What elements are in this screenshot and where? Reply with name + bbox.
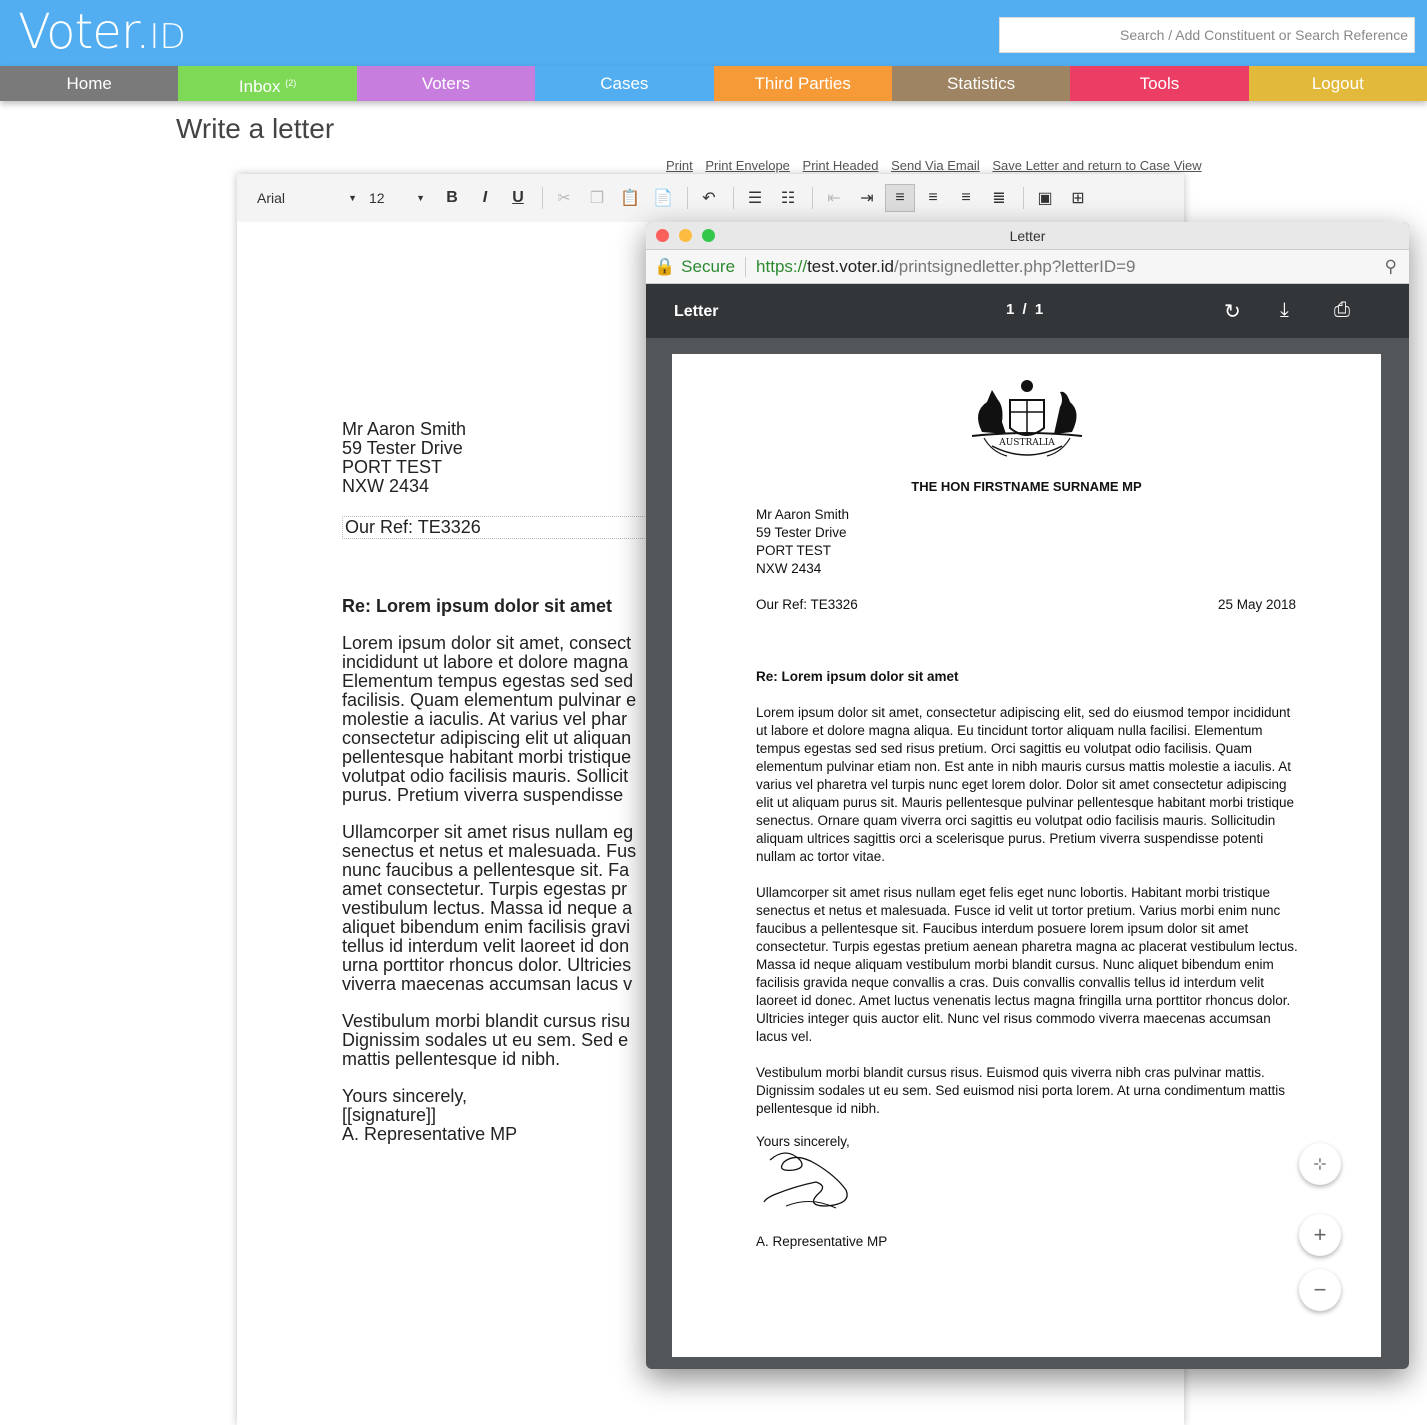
subject-line: Re: Lorem ipsum dolor sit amet [342, 596, 613, 616]
plus-icon: + [1313, 1222, 1327, 1247]
url-host: test.voter.id [807, 256, 895, 276]
maximize-window-button[interactable] [702, 229, 715, 242]
align-right-icon[interactable]: ≡ [961, 189, 971, 206]
indent-icon[interactable]: ⇥ [860, 190, 874, 207]
image-icon[interactable]: ▣ [1037, 190, 1053, 207]
inbox-count-badge: (2) [285, 78, 297, 88]
nav-cases[interactable]: Cases [535, 66, 713, 101]
closing-block: Yours sincerely, [[signature]] A. Representative MP [342, 1086, 518, 1144]
print-icon[interactable]: ⎙ [1334, 299, 1350, 321]
nav-logout[interactable]: Logout [1249, 66, 1427, 101]
editor-toolbar [237, 174, 1184, 222]
chevron-down-icon: ▼ [416, 193, 425, 203]
copy-icon[interactable]: ❐ [589, 190, 605, 207]
justify-icon[interactable]: ≣ [992, 190, 1006, 207]
zoom-out-button[interactable] [1299, 1269, 1341, 1311]
rotate-icon[interactable]: ↻ [1224, 301, 1241, 323]
pdf-our-ref: Our Ref: TE3326 [756, 597, 858, 612]
paste-text-icon[interactable]: 📄 [653, 190, 673, 207]
outdent-icon[interactable]: ⇤ [827, 190, 841, 207]
pdf-title: Letter [674, 303, 719, 320]
pdf-subject-line: Re: Lorem ipsum dolor sit amet [756, 669, 959, 684]
align-center-icon[interactable]: ≡ [928, 189, 938, 206]
editor-content[interactable] [342, 420, 647, 1144]
url-path: /printsignedletter.php?letterID=9 [894, 256, 1136, 276]
zoom-in-button[interactable] [1299, 1214, 1341, 1256]
cut-icon[interactable]: ✂ [557, 190, 571, 207]
paste-icon[interactable]: 📋 [620, 190, 640, 207]
address-bar[interactable] [646, 250, 1409, 284]
fit-page-button[interactable] [1299, 1143, 1341, 1185]
zoom-search-icon[interactable]: ⚲ [1384, 256, 1397, 276]
page-title: Write a letter [176, 113, 335, 144]
pdf-paragraph: Vestibulum morbi blandit cursus risus. Euismod quis viverra nibh cras pulvinar mattis. Dignissim sodales ut eu sem. Sed euismod nisi porta lorem. At urna condimentum mattis pellentesque id nibh. [756, 1065, 1285, 1116]
pdf-toolbar [646, 284, 1409, 338]
main-nav [0, 66, 1427, 101]
toolbar-divider [733, 187, 734, 209]
pdf-address-block: Mr Aaron Smith 59 Tester Drive PORT TEST NXW 2434 [756, 507, 850, 576]
bold-button[interactable]: B [446, 189, 458, 206]
nav-tools[interactable]: Tools [1070, 66, 1248, 101]
toolbar-divider [542, 187, 543, 209]
svg-text:AUSTRALIA: AUSTRALIA [999, 438, 1055, 448]
app-header [0, 0, 1427, 66]
pdf-paragraph: Lorem ipsum dolor sit amet, consectetur adipiscing elit, sed do eiusmod tempor incididunt ut labore et dolore magna aliqua. Eu tincidunt tortor aliquam nulla facilisi. Elementum tempus egestas sed sed risus pretium. Orci sagittis eu volutpat odio facilisis. Quam elementum pulvinar etiam non. Est ante in nibh mauris cursus mattis molestie a iaculis. At varius vel pharetra vel turpis nunc eget lorem dolor. Dolor sit amet consectetur adipiscing elit ut aliquam purus sit. Mauris pellentesque pulvinar pellentesque habitant morbi tristique senectus. Ornare quam viverra orci sagittis eu volutpat odio facilisis mauris. Sollicitudin aliquam ultrices sagittis orci a scelerisque purus. Pretium viverra suspendisse potenti nullam ac tortor vitae. [756, 705, 1295, 864]
pdf-paragraph: Ullamcorper sit amet risus nullam eget felis eget nunc lobortis. Habitant morbi tristique senectus et netus et malesuada. Fusce id velit ut tortor pretium. Varius morbi enim nunc faucibus a pellentesque sit. Faucibus interdum posuere lorem ipsum dolor sit amet consectetur. Turpis egestas pretium aenean pharetra magna ac placerat vestibulum lectus. Massa id neque aliquam vestibulum morbi blandit cursus. Nunc aliquet bibendum enim facilisis gravida neque convallis a cras. Duis convallis convallis tellus id interdum velit laoreet id donec. Amet luctus venenatis lectus magna fringilla urna porttitor rhoncus dolor. Ultricies integer quis auctor elit. Nunc vel risus commodo viverra maecenas accumsan lacus vel. [756, 885, 1298, 1044]
nav-inbox[interactable]: Inbox $^{(2)}$ [178, 66, 356, 101]
search-input[interactable]: Search / Add Constituent or Search Reference [999, 17, 1415, 53]
mp-name-heading: THE HON FIRSTNAME SURNAME MP [911, 479, 1142, 494]
chevron-down-icon: ▼ [348, 193, 357, 203]
window-titlebar [646, 222, 1409, 250]
secure-label: Secure [681, 257, 746, 277]
toolbar-divider [812, 187, 813, 209]
paragraph: Ullamcorper sit amet risus nullam eg senectus et netus et malesuada. Fus nunc faucibus a pellentesque sit. Fa amet consectetur. Turpis egestas pr vestibulum lectus. Massa id neque a aliquet bibendum enim facilisis gravi tellus id interdum velit laoreet id don urna porttitor rhoncus dolor. Ultricies viverra maecenas accumsan lacus v [342, 822, 637, 994]
page-indicator: 1 / 1 [1006, 301, 1046, 318]
letter-preview-window [646, 222, 1409, 1369]
nav-third-parties[interactable]: Third Parties [714, 66, 892, 101]
pdf-page [672, 354, 1381, 1357]
print-link[interactable]: Print [666, 158, 693, 173]
toolbar-divider [1023, 187, 1024, 209]
pdf-date: 25 May 2018 [1217, 597, 1296, 612]
fit-to-page-icon: ⊹ [1313, 1156, 1327, 1173]
url-protocol: https:// [756, 256, 808, 276]
table-icon[interactable]: ⊞ [1071, 190, 1085, 207]
italic-button[interactable]: I [482, 189, 488, 206]
close-window-button[interactable] [656, 229, 669, 242]
lock-icon: 🔒 [654, 256, 676, 276]
bullet-list-icon[interactable]: ☷ [780, 190, 796, 207]
address-block: Mr Aaron Smith 59 Tester Drive PORT TEST NXW 2434 [342, 420, 467, 496]
align-left-icon[interactable]: ≡ [885, 184, 915, 212]
font-family-select[interactable]: Arial ▼ [257, 190, 357, 206]
paragraph: Vestibulum morbi blandit cursus risu Dignissim sodales ut eu sem. Sed e mattis pellentesque id nibh. [342, 1011, 631, 1069]
font-size-select[interactable]: 12 ▼ [369, 190, 425, 206]
nav-home[interactable]: Home [0, 66, 178, 101]
send-via-email-link[interactable]: Send Via Email [891, 158, 980, 173]
toolbar-divider [687, 187, 688, 209]
print-envelope-link[interactable]: Print Envelope [705, 158, 790, 173]
voter-id-logo[interactable]: Voter.ID [18, 4, 186, 60]
save-letter-link[interactable]: Save Letter and return to Case View [992, 158, 1202, 173]
download-icon[interactable]: ⤓ [1280, 299, 1289, 321]
coat-of-arms-image [962, 372, 1092, 467]
signature-image [756, 1146, 856, 1216]
nav-voters[interactable]: Voters [357, 66, 535, 101]
nav-statistics[interactable]: Statistics [892, 66, 1070, 101]
pdf-letter-body [756, 704, 1301, 1136]
letter-actions [666, 158, 1211, 173]
window-title: Letter [1009, 228, 1046, 244]
numbered-list-icon[interactable]: ☰ [747, 190, 763, 207]
print-headed-link[interactable]: Print Headed [802, 158, 879, 173]
paragraph: Lorem ipsum dolor sit amet, consect incididunt ut labore et dolore magna Elementum tempus egestas sed sed facilisis. Quam elementum pulvinar e molestie a iaculis. At varius vel phar consectetur adipiscing elit ut aliquan pellentesque habitant morbi tristique volutpat odio facilisis mauris. Sollicit purus. Pretium viverra suspendisse [342, 633, 637, 805]
underline-button[interactable]: U [512, 189, 524, 206]
pdf-closing: Yours sincerely, [756, 1134, 850, 1149]
undo-icon[interactable]: ↶ [702, 190, 716, 207]
minimize-window-button[interactable] [679, 229, 692, 242]
minus-icon: − [1313, 1277, 1327, 1302]
our-ref: Our Ref: TE3326 [342, 516, 647, 539]
pdf-signer: A. Representative MP [756, 1234, 888, 1249]
